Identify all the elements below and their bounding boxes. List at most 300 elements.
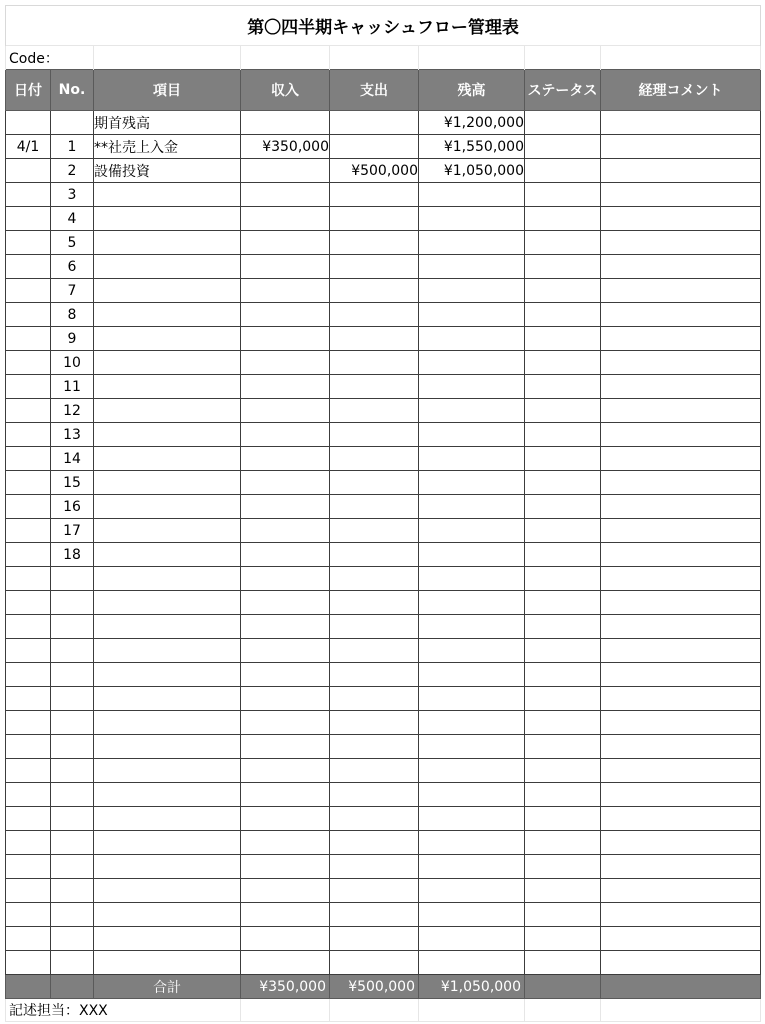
cell-balance[interactable] <box>419 591 525 615</box>
cell-comment[interactable] <box>601 807 761 831</box>
cell-item[interactable] <box>94 735 241 759</box>
cell-comment[interactable] <box>601 519 761 543</box>
cell-comment[interactable] <box>601 375 761 399</box>
cell-expense[interactable] <box>330 711 419 735</box>
cell-date[interactable] <box>6 903 51 927</box>
cell-date[interactable] <box>6 591 51 615</box>
cashflow-table <box>5 5 761 1022</box>
cell-comment[interactable] <box>601 279 761 303</box>
cell-income[interactable] <box>241 855 330 879</box>
cell-expense[interactable] <box>330 351 419 375</box>
cell-income[interactable] <box>241 639 330 663</box>
cell-date[interactable] <box>6 519 51 543</box>
cell-date[interactable] <box>6 639 51 663</box>
cell-expense[interactable] <box>330 519 419 543</box>
cell-date[interactable] <box>6 927 51 951</box>
cell-item[interactable] <box>94 375 241 399</box>
cell-item[interactable] <box>94 279 241 303</box>
cell-status[interactable] <box>525 855 601 879</box>
cell-date[interactable] <box>6 711 51 735</box>
cell-item[interactable] <box>94 639 241 663</box>
cell-date[interactable] <box>6 207 51 231</box>
cell-status[interactable] <box>525 447 601 471</box>
cell-income[interactable] <box>241 183 330 207</box>
cell-income[interactable] <box>241 159 330 183</box>
cell-income[interactable] <box>241 711 330 735</box>
cell-balance[interactable] <box>419 567 525 591</box>
cell-status[interactable] <box>525 735 601 759</box>
cell-no[interactable] <box>51 567 94 591</box>
cell-no[interactable] <box>51 639 94 663</box>
cell-status[interactable] <box>525 231 601 255</box>
cell-no[interactable] <box>51 615 94 639</box>
cell-item[interactable] <box>94 783 241 807</box>
cell-balance[interactable] <box>419 615 525 639</box>
cell-date[interactable] <box>6 375 51 399</box>
cell-no[interactable]: 6 <box>51 255 94 279</box>
cell-comment[interactable] <box>601 303 761 327</box>
cell-income[interactable] <box>241 327 330 351</box>
cell-status[interactable] <box>525 159 601 183</box>
cell-expense[interactable] <box>330 783 419 807</box>
cell-comment[interactable] <box>601 135 761 159</box>
cell-no[interactable]: 11 <box>51 375 94 399</box>
cell-income[interactable] <box>241 351 330 375</box>
cell-status[interactable] <box>525 927 601 951</box>
cell-comment[interactable] <box>601 159 761 183</box>
cell-status[interactable] <box>525 279 601 303</box>
cell-status[interactable] <box>525 783 601 807</box>
cell-item[interactable] <box>94 351 241 375</box>
cell-balance[interactable] <box>419 399 525 423</box>
cell-balance[interactable] <box>419 903 525 927</box>
cell-comment[interactable] <box>601 735 761 759</box>
cell-income[interactable] <box>241 879 330 903</box>
cell-status[interactable] <box>525 831 601 855</box>
cell-no[interactable]: 1 <box>51 135 94 159</box>
code-cell[interactable] <box>419 46 525 70</box>
cell-no[interactable] <box>51 831 94 855</box>
table-row <box>6 471 761 495</box>
cell-status[interactable] <box>525 135 601 159</box>
code-cell[interactable] <box>241 46 330 70</box>
cell-balance[interactable] <box>419 375 525 399</box>
cell-status[interactable] <box>525 543 601 567</box>
cell-expense[interactable] <box>330 279 419 303</box>
cell-balance[interactable] <box>419 183 525 207</box>
cell-balance[interactable] <box>419 951 525 975</box>
cell-date[interactable] <box>6 687 51 711</box>
cell-balance[interactable] <box>419 423 525 447</box>
cell-no[interactable]: 4 <box>51 207 94 231</box>
cell-status[interactable] <box>525 879 601 903</box>
cell-balance[interactable] <box>419 879 525 903</box>
cell-no[interactable]: 5 <box>51 231 94 255</box>
cell-income[interactable] <box>241 495 330 519</box>
cell-comment[interactable] <box>601 471 761 495</box>
cell-date[interactable] <box>6 231 51 255</box>
cell-balance[interactable]: ¥1,050,000 <box>419 159 525 183</box>
cell-income[interactable] <box>241 759 330 783</box>
cell-item[interactable] <box>94 207 241 231</box>
cell-balance[interactable]: ¥1,550,000 <box>419 135 525 159</box>
cell-comment[interactable] <box>601 183 761 207</box>
cell-date[interactable] <box>6 663 51 687</box>
cell-no[interactable] <box>51 951 94 975</box>
cell-item[interactable] <box>94 951 241 975</box>
cell-item[interactable] <box>94 255 241 279</box>
cell-status[interactable] <box>525 399 601 423</box>
cell-no[interactable]: 18 <box>51 543 94 567</box>
cell-expense[interactable] <box>330 927 419 951</box>
cell-income[interactable] <box>241 471 330 495</box>
cell-no[interactable] <box>51 879 94 903</box>
cell-item[interactable] <box>94 807 241 831</box>
cell-comment[interactable] <box>601 759 761 783</box>
cell-date[interactable] <box>6 807 51 831</box>
cell-balance[interactable] <box>419 255 525 279</box>
cell-date[interactable] <box>6 615 51 639</box>
cell-income[interactable] <box>241 687 330 711</box>
cell-comment[interactable] <box>601 639 761 663</box>
cell-date[interactable] <box>6 831 51 855</box>
cell-balance[interactable] <box>419 543 525 567</box>
cell-expense[interactable] <box>330 303 419 327</box>
cell-expense[interactable] <box>330 759 419 783</box>
cell-comment[interactable] <box>601 855 761 879</box>
cell-expense[interactable] <box>330 255 419 279</box>
cell-income[interactable] <box>241 543 330 567</box>
code-cell[interactable] <box>525 46 601 70</box>
cell-expense[interactable] <box>330 687 419 711</box>
cell-expense[interactable] <box>330 807 419 831</box>
cell-no[interactable] <box>51 591 94 615</box>
cell-comment[interactable] <box>601 351 761 375</box>
code-cell[interactable] <box>601 46 761 70</box>
cell-balance[interactable] <box>419 927 525 951</box>
cell-expense[interactable] <box>330 663 419 687</box>
cell-date[interactable] <box>6 783 51 807</box>
cell-date[interactable] <box>6 879 51 903</box>
cell-balance[interactable] <box>419 855 525 879</box>
cell-balance[interactable] <box>419 447 525 471</box>
cell-status[interactable] <box>525 639 601 663</box>
cell-balance[interactable] <box>419 735 525 759</box>
cell-item[interactable] <box>94 759 241 783</box>
cell-balance[interactable] <box>419 327 525 351</box>
cell-no[interactable] <box>51 111 94 135</box>
cell-status[interactable] <box>525 711 601 735</box>
cell-no[interactable]: 13 <box>51 423 94 447</box>
cell-income[interactable] <box>241 447 330 471</box>
cell-comment[interactable] <box>601 879 761 903</box>
cell-date[interactable] <box>6 255 51 279</box>
cell-no[interactable] <box>51 807 94 831</box>
cell-comment[interactable] <box>601 447 761 471</box>
cell-expense[interactable] <box>330 567 419 591</box>
cell-expense[interactable] <box>330 207 419 231</box>
cell-income[interactable] <box>241 951 330 975</box>
cell-expense[interactable] <box>330 735 419 759</box>
cell-item[interactable] <box>94 495 241 519</box>
cell-balance[interactable] <box>419 831 525 855</box>
cell-item[interactable] <box>94 327 241 351</box>
cell-income[interactable] <box>241 927 330 951</box>
cell-balance[interactable] <box>419 351 525 375</box>
cell-date[interactable]: 4/1 <box>6 135 51 159</box>
cell-date[interactable] <box>6 327 51 351</box>
cell-expense[interactable] <box>330 423 419 447</box>
cell-date[interactable] <box>6 279 51 303</box>
cell-expense[interactable] <box>330 639 419 663</box>
cell-item[interactable] <box>94 615 241 639</box>
cell-item[interactable] <box>94 471 241 495</box>
cell-balance[interactable] <box>419 663 525 687</box>
cell-item[interactable]: 設備投資 <box>94 159 241 183</box>
cell-item[interactable] <box>94 519 241 543</box>
cell-date[interactable] <box>6 567 51 591</box>
cell-date[interactable] <box>6 159 51 183</box>
cell-status[interactable] <box>525 951 601 975</box>
cell-item[interactable] <box>94 543 241 567</box>
cell-income[interactable] <box>241 231 330 255</box>
cell-income[interactable] <box>241 831 330 855</box>
cell-expense[interactable] <box>330 879 419 903</box>
cell-expense[interactable] <box>330 135 419 159</box>
cell-balance[interactable] <box>419 207 525 231</box>
cell-balance[interactable] <box>419 303 525 327</box>
cell-status[interactable] <box>525 111 601 135</box>
cell-income[interactable] <box>241 279 330 303</box>
cell-status[interactable] <box>525 423 601 447</box>
cell-expense[interactable] <box>330 615 419 639</box>
cell-income[interactable]: ¥350,000 <box>241 135 330 159</box>
cell-income[interactable] <box>241 303 330 327</box>
cell-balance[interactable]: ¥1,200,000 <box>419 111 525 135</box>
cell-comment[interactable] <box>601 783 761 807</box>
cell-comment[interactable] <box>601 495 761 519</box>
cell-status[interactable] <box>525 351 601 375</box>
cell-no[interactable]: 7 <box>51 279 94 303</box>
cell-income[interactable] <box>241 903 330 927</box>
cell-expense[interactable] <box>330 447 419 471</box>
cell-balance[interactable] <box>419 759 525 783</box>
cell-comment[interactable] <box>601 111 761 135</box>
cell-no[interactable]: 17 <box>51 519 94 543</box>
cell-status[interactable] <box>525 759 601 783</box>
cell-income[interactable] <box>241 111 330 135</box>
cell-item[interactable] <box>94 423 241 447</box>
cell-income[interactable] <box>241 807 330 831</box>
cell-no[interactable] <box>51 855 94 879</box>
cell-comment[interactable] <box>601 543 761 567</box>
cell-balance[interactable] <box>419 519 525 543</box>
cell-comment[interactable] <box>601 207 761 231</box>
cell-comment[interactable] <box>601 951 761 975</box>
cell-expense[interactable] <box>330 543 419 567</box>
cell-item[interactable] <box>94 303 241 327</box>
cell-no[interactable]: 9 <box>51 327 94 351</box>
cell-item[interactable] <box>94 567 241 591</box>
cell-date[interactable] <box>6 471 51 495</box>
cell-expense[interactable] <box>330 951 419 975</box>
cell-status[interactable] <box>525 687 601 711</box>
cell-comment[interactable] <box>601 711 761 735</box>
cell-balance[interactable] <box>419 231 525 255</box>
cell-no[interactable] <box>51 759 94 783</box>
cell-no[interactable]: 10 <box>51 351 94 375</box>
cell-status[interactable] <box>525 495 601 519</box>
cell-status[interactable] <box>525 615 601 639</box>
cell-expense[interactable] <box>330 231 419 255</box>
cell-item[interactable] <box>94 231 241 255</box>
cell-comment[interactable] <box>601 663 761 687</box>
cell-balance[interactable] <box>419 495 525 519</box>
cell-status[interactable] <box>525 327 601 351</box>
cell-item[interactable] <box>94 903 241 927</box>
cell-comment[interactable] <box>601 615 761 639</box>
code-cell[interactable] <box>94 46 241 70</box>
cell-balance[interactable] <box>419 471 525 495</box>
cell-comment[interactable] <box>601 831 761 855</box>
cell-date[interactable] <box>6 351 51 375</box>
cell-comment[interactable] <box>601 399 761 423</box>
cell-date[interactable] <box>6 735 51 759</box>
cell-status[interactable] <box>525 663 601 687</box>
cell-date[interactable] <box>6 111 51 135</box>
cell-item[interactable] <box>94 591 241 615</box>
cell-income[interactable] <box>241 615 330 639</box>
cell-no[interactable]: 3 <box>51 183 94 207</box>
table-row <box>6 327 761 351</box>
cell-comment[interactable] <box>601 231 761 255</box>
cell-status[interactable] <box>525 255 601 279</box>
cell-expense[interactable] <box>330 327 419 351</box>
cell-income[interactable] <box>241 591 330 615</box>
cell-status[interactable] <box>525 183 601 207</box>
cell-no[interactable]: 2 <box>51 159 94 183</box>
cell-balance[interactable] <box>419 783 525 807</box>
cell-income[interactable] <box>241 255 330 279</box>
cell-balance[interactable] <box>419 279 525 303</box>
cell-balance[interactable] <box>419 807 525 831</box>
cell-income[interactable] <box>241 663 330 687</box>
code-cell[interactable] <box>330 46 419 70</box>
cell-status[interactable] <box>525 471 601 495</box>
cell-no[interactable] <box>51 735 94 759</box>
cell-status[interactable] <box>525 375 601 399</box>
cell-date[interactable] <box>6 543 51 567</box>
cell-no[interactable] <box>51 663 94 687</box>
cell-comment[interactable] <box>601 927 761 951</box>
cell-status[interactable] <box>525 903 601 927</box>
cell-expense[interactable] <box>330 831 419 855</box>
cell-status[interactable] <box>525 207 601 231</box>
cell-income[interactable] <box>241 423 330 447</box>
cell-item[interactable]: 期首残高 <box>94 111 241 135</box>
cell-expense[interactable] <box>330 111 419 135</box>
cell-item[interactable] <box>94 831 241 855</box>
cell-comment[interactable] <box>601 687 761 711</box>
cell-comment[interactable] <box>601 255 761 279</box>
cell-no[interactable] <box>51 783 94 807</box>
cell-expense[interactable]: ¥500,000 <box>330 159 419 183</box>
cell-income[interactable] <box>241 375 330 399</box>
cell-income[interactable] <box>241 207 330 231</box>
cell-item[interactable] <box>94 183 241 207</box>
cell-item[interactable] <box>94 663 241 687</box>
cell-date[interactable] <box>6 951 51 975</box>
cell-comment[interactable] <box>601 591 761 615</box>
cell-item[interactable] <box>94 711 241 735</box>
cell-balance[interactable] <box>419 687 525 711</box>
cell-item[interactable] <box>94 927 241 951</box>
cell-status[interactable] <box>525 303 601 327</box>
cell-item[interactable] <box>94 399 241 423</box>
cell-no[interactable] <box>51 687 94 711</box>
cell-income[interactable] <box>241 567 330 591</box>
cell-item[interactable] <box>94 855 241 879</box>
header-status: ステータス <box>525 70 601 111</box>
cell-comment[interactable] <box>601 903 761 927</box>
cell-income[interactable] <box>241 399 330 423</box>
cell-date[interactable] <box>6 759 51 783</box>
cell-item[interactable] <box>94 687 241 711</box>
cell-no[interactable]: 12 <box>51 399 94 423</box>
cell-no[interactable] <box>51 903 94 927</box>
cell-item[interactable] <box>94 447 241 471</box>
cell-expense[interactable] <box>330 375 419 399</box>
cell-date[interactable] <box>6 399 51 423</box>
cell-date[interactable] <box>6 423 51 447</box>
table-row <box>6 423 761 447</box>
cell-income[interactable] <box>241 519 330 543</box>
cell-no[interactable]: 8 <box>51 303 94 327</box>
cell-status[interactable] <box>525 567 601 591</box>
cell-status[interactable] <box>525 807 601 831</box>
cell-income[interactable] <box>241 735 330 759</box>
cell-item[interactable]: **社売上入金 <box>94 135 241 159</box>
cell-comment[interactable] <box>601 423 761 447</box>
cell-expense[interactable] <box>330 591 419 615</box>
cell-comment[interactable] <box>601 567 761 591</box>
cell-comment[interactable] <box>601 327 761 351</box>
cell-balance[interactable] <box>419 639 525 663</box>
cell-no[interactable] <box>51 711 94 735</box>
cell-expense[interactable] <box>330 471 419 495</box>
cell-date[interactable] <box>6 183 51 207</box>
cell-income[interactable] <box>241 783 330 807</box>
cell-date[interactable] <box>6 495 51 519</box>
cell-balance[interactable] <box>419 711 525 735</box>
cell-expense[interactable] <box>330 183 419 207</box>
table-row <box>6 807 761 831</box>
cell-no[interactable]: 14 <box>51 447 94 471</box>
cell-expense[interactable] <box>330 903 419 927</box>
cell-status[interactable] <box>525 591 601 615</box>
cell-no[interactable]: 16 <box>51 495 94 519</box>
cell-expense[interactable] <box>330 855 419 879</box>
cell-expense[interactable] <box>330 495 419 519</box>
cell-date[interactable] <box>6 447 51 471</box>
cell-item[interactable] <box>94 879 241 903</box>
cell-expense[interactable] <box>330 399 419 423</box>
cell-no[interactable] <box>51 927 94 951</box>
cell-status[interactable] <box>525 519 601 543</box>
cell-no[interactable]: 15 <box>51 471 94 495</box>
cell-date[interactable] <box>6 303 51 327</box>
cell-date[interactable] <box>6 855 51 879</box>
